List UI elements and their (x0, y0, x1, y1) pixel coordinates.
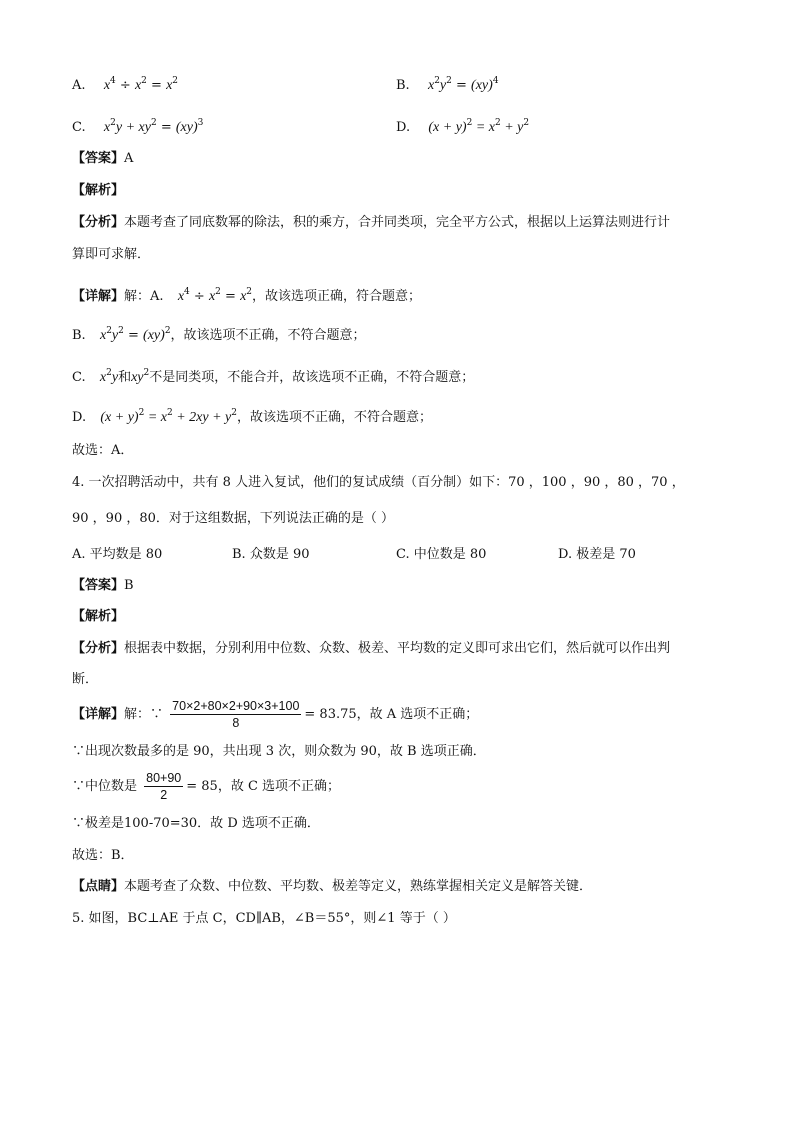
q4-choose (72, 847, 134, 865)
q4-range-line (72, 815, 320, 833)
fraction-denominator: 8 (232, 716, 240, 730)
option-text: C. 中位数是 80 (396, 547, 487, 562)
detail-text: ∵极差是100-70=30．故 D 选项不正确． (72, 816, 320, 831)
q4-fenxi-line2 (72, 671, 98, 689)
question-stem: 5. 如图，BC⊥AE 于点 C，CD∥AB，∠B＝55°，则∠1 等于（ ） (72, 911, 456, 926)
math-term: y (439, 78, 447, 93)
q4-option-c (396, 546, 486, 564)
q5-stem (72, 910, 456, 928)
detail-text: ，故该选项正确，符合题意； (252, 289, 422, 304)
math-term: (xy) (175, 120, 198, 135)
math-operator: ÷ (115, 78, 135, 93)
math-term: y (111, 370, 119, 385)
fenxi-tag: 【分析】 (72, 215, 125, 230)
option-b (396, 72, 499, 95)
q3-fenxi-line2 (72, 246, 150, 264)
fenxi-text: 断． (72, 672, 99, 687)
detail-prefix: 解：∵ (124, 707, 164, 722)
answer-tag: 【答案】 (72, 151, 125, 166)
exponent: 2 (141, 76, 147, 86)
exponent: 2 (523, 118, 530, 128)
math-term: y (111, 328, 119, 343)
math-term: x (240, 289, 247, 304)
option-a (72, 72, 178, 95)
q4-dianjing (72, 878, 592, 896)
math-term: x (99, 328, 107, 343)
median-fraction (144, 770, 183, 803)
math-operator: = (451, 78, 472, 93)
fraction-numerator: 80+90 (146, 771, 182, 785)
exponent: 4 (492, 76, 499, 86)
exponent: 2 (446, 76, 452, 86)
detail-text: 和 (118, 370, 132, 385)
q4-option-a (72, 546, 162, 564)
option-label: B. (396, 78, 410, 93)
dianjing-text: 本题考查了众数、中位数、平均数、极差等定义，熟练掌握相关定义是解答关键． (124, 879, 593, 894)
detail-prefix: 解：A. (124, 289, 164, 304)
detail-text: ，故 A 选项不正确； (356, 707, 479, 722)
detail-prefix: D. (72, 410, 87, 425)
exponent: 2 (434, 76, 440, 86)
exponent: 2 (494, 118, 501, 128)
math-term: x (103, 78, 111, 93)
exponent: 2 (106, 368, 112, 378)
exponent: 2 (110, 118, 116, 128)
question-stem: 90 ，90 ，80．对于这组数据，下列说法正确的是（ ） (72, 511, 395, 526)
q3-analysis-heading (72, 182, 124, 200)
exponent: 2 (166, 408, 173, 418)
math-term: = x (144, 410, 167, 425)
math-operator: ÷ (189, 289, 209, 304)
math-term: (x + y) (100, 410, 139, 425)
q4-answer (72, 577, 134, 595)
math-term: x (134, 78, 142, 93)
answer-value: B (124, 578, 134, 593)
q3-fenxi-line1 (72, 214, 670, 232)
math-term: x (99, 370, 107, 385)
math-result: = 85 (186, 779, 218, 794)
math-operator: = (156, 120, 176, 135)
exponent: 2 (231, 408, 237, 418)
math-term: x (177, 289, 185, 304)
fenxi-text: 算即可求解． (72, 247, 151, 262)
fraction-denominator: 2 (160, 788, 168, 802)
analysis-tag: 【解析】 (72, 609, 125, 624)
detail-prefix: B. (72, 328, 86, 343)
q3-answer (72, 150, 133, 168)
fenxi-text: 本题考查了同底数幂的除法，积的乘方，合并同类项，完全平方公式，根据以上运算法则进行计 (124, 215, 671, 230)
math-term: x (103, 120, 111, 135)
detail-text: 不是同类项，不能合并，故该选项不正确，不符合题意； (149, 370, 475, 385)
mean-fraction (170, 698, 301, 731)
analysis-tag: 【解析】 (72, 183, 125, 198)
exponent: 2 (215, 287, 221, 297)
math-term: + 2xy + y (172, 410, 232, 425)
math-operator: = (146, 78, 167, 93)
math-term: + y (500, 120, 524, 135)
detail-text: ，故该选项不正确，不符合题意； (237, 410, 433, 425)
option-label: A. (72, 78, 86, 93)
q4-analysis-heading (72, 608, 124, 626)
dianjing-tag: 【点睛】 (72, 879, 125, 894)
exponent: 2 (118, 326, 124, 336)
detail-tag: 【详解】 (72, 289, 125, 304)
exponent: 2 (172, 76, 179, 86)
math-term: x (427, 78, 435, 93)
q4-option-b (232, 546, 310, 564)
exponent: 3 (197, 118, 204, 128)
option-label: D. (396, 120, 411, 135)
exponent: 2 (143, 368, 150, 378)
exponent: 4 (184, 287, 190, 297)
q3-detail-a (72, 283, 421, 306)
math-term: xy (131, 370, 144, 385)
option-text: D. 极差是 70 (558, 547, 636, 562)
q4-fenxi-line1 (72, 640, 670, 658)
exponent: 4 (110, 76, 116, 86)
fraction-numerator: 70×2+80×2+90×3+100 (172, 699, 300, 713)
fenxi-text: 根据表中数据，分别利用中位数、众数、极差、平均数的定义即可求出它们，然后就可以作出判 (124, 641, 671, 656)
math-operator: = (220, 289, 241, 304)
fenxi-tag: 【分析】 (72, 641, 125, 656)
option-label: C. (72, 120, 86, 135)
q3-detail-b (72, 322, 366, 345)
q3-detail-d (72, 404, 432, 427)
q3-detail-c (72, 364, 474, 387)
question-stem: 4. 一次招聘活动中，共有 8 人进入复试，他们的复试成绩（百分制）如下：70 ，100 ，90 ，80 ，70 ， (72, 475, 685, 490)
math-term: = x (472, 120, 495, 135)
exponent: 2 (466, 118, 473, 128)
q4-detail-mean (72, 696, 478, 734)
q3-choose (72, 442, 133, 460)
math-operator: = (123, 328, 144, 343)
math-term: x (166, 78, 173, 93)
math-term: y + xy (115, 120, 151, 135)
exponent: 2 (246, 287, 253, 297)
choose-text: 故选：A． (72, 443, 134, 458)
detail-prefix: ∵中位数是 (72, 779, 138, 794)
q4-stem-line1 (72, 474, 685, 492)
option-text: B. 众数是 90 (232, 547, 310, 562)
choose-text: 故选：B． (72, 848, 134, 863)
detail-prefix: C. (72, 370, 86, 385)
detail-text: ，故该选项不正确，不符合题意； (170, 328, 366, 343)
exponent: 2 (106, 326, 112, 336)
option-c (72, 114, 203, 137)
q4-stem-line2 (72, 510, 394, 528)
option-d (396, 114, 529, 137)
q4-option-d (558, 546, 636, 564)
q4-mode-line (72, 743, 486, 761)
answer-tag: 【答案】 (72, 578, 125, 593)
exponent: 2 (138, 408, 145, 418)
math-result: = 83.75 (304, 707, 357, 722)
math-term: (xy) (143, 328, 165, 343)
detail-text: ，故 C 选项不正确； (217, 779, 341, 794)
exponent: 2 (164, 326, 171, 336)
math-term: (xy) (471, 78, 493, 93)
detail-tag: 【详解】 (72, 707, 125, 722)
math-term: (x + y) (428, 120, 467, 135)
detail-text: ∵出现次数最多的是 90，共出现 3 次，则众数为 90，故 B 选项正确． (72, 744, 486, 759)
math-term: x (208, 289, 216, 304)
q4-detail-median (72, 768, 340, 806)
answer-value: A (124, 151, 134, 166)
exponent: 2 (150, 118, 157, 128)
option-text: A. 平均数是 80 (72, 547, 163, 562)
